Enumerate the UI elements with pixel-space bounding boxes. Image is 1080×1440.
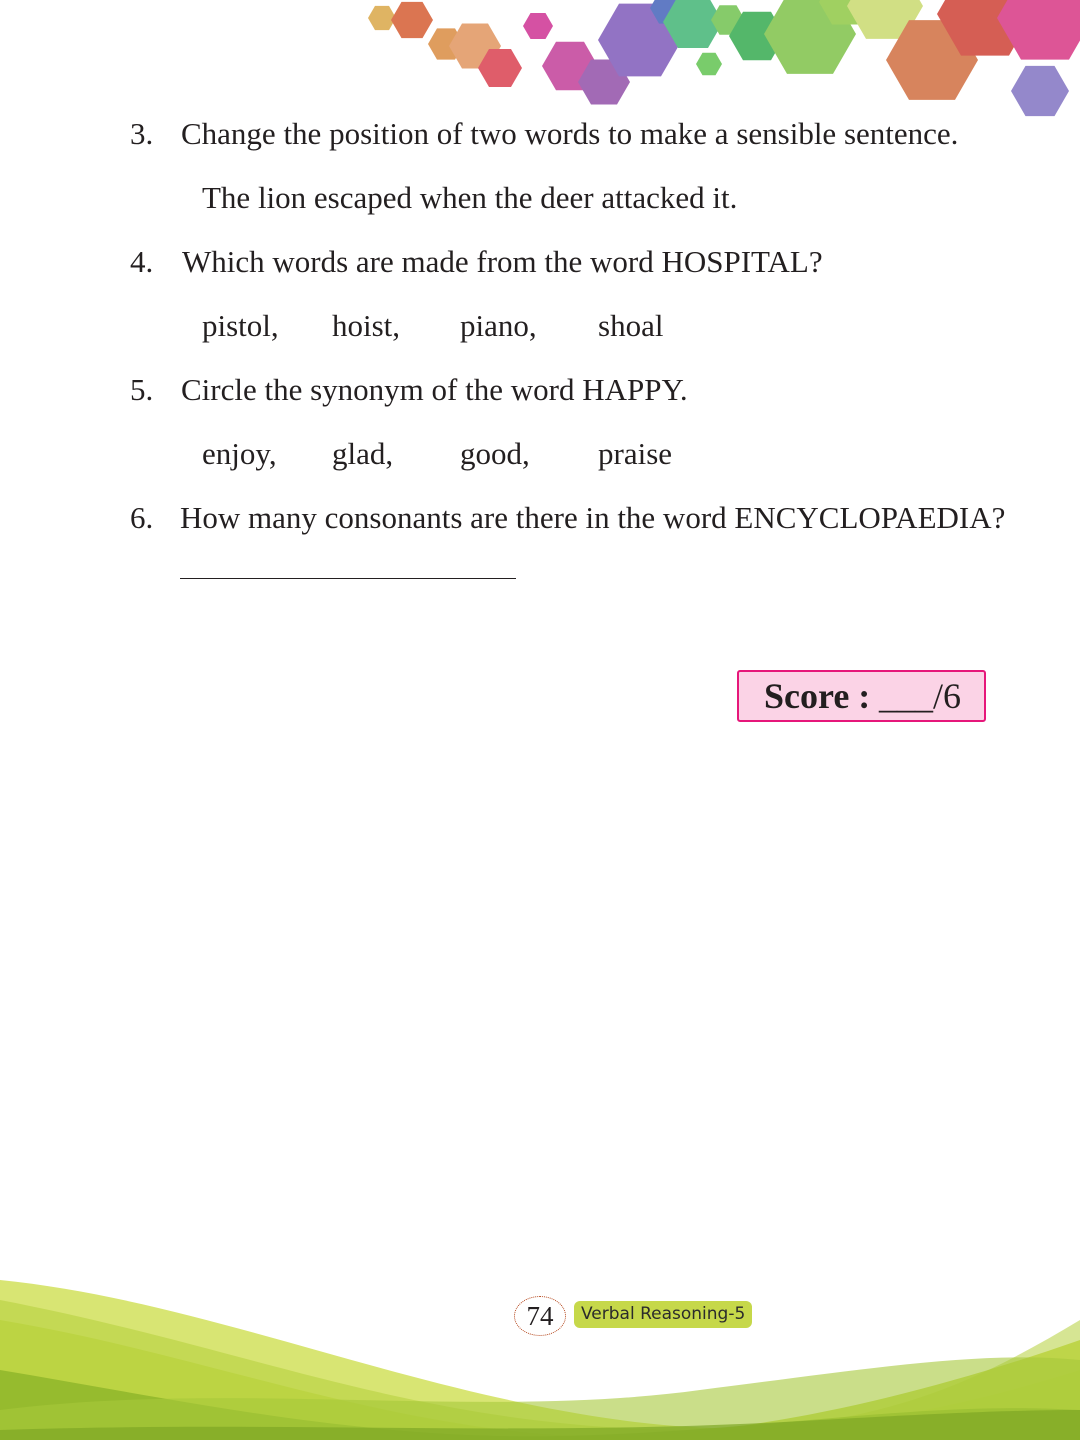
option-word[interactable]: hoist, <box>332 308 401 343</box>
book-title-badge: Verbal Reasoning-5 <box>574 1301 752 1328</box>
option-word[interactable]: glad, <box>332 436 394 471</box>
score-box <box>737 670 986 722</box>
question-number: 4. <box>130 244 154 279</box>
question-3 <box>130 114 1010 154</box>
question-6 <box>130 498 1050 538</box>
option-word[interactable]: good, <box>460 436 530 471</box>
question-5 <box>130 370 1010 410</box>
score-total: ___/6 <box>879 676 962 716</box>
question-4-options <box>202 306 762 346</box>
question-text: Which words are made from the word HOSPITAL? <box>182 244 823 279</box>
option-word[interactable]: praise <box>598 436 673 471</box>
page-number: 74 <box>514 1296 566 1336</box>
hexagon-decoration <box>0 0 1080 130</box>
answer-blank-line[interactable] <box>180 578 516 579</box>
option-word[interactable]: piano, <box>460 308 537 343</box>
question-number: 3. <box>130 116 154 151</box>
question-text: Change the position of two words to make a sensible sentence. <box>181 116 959 151</box>
question-text: How many consonants are there in the word ENCYCLOPAEDIA? <box>180 500 1006 535</box>
question-3-sentence: The lion escaped when the deer attacked it. <box>202 180 738 215</box>
wave-decoration <box>0 1260 1080 1440</box>
option-word[interactable]: pistol, <box>202 308 279 343</box>
question-text: Circle the synonym of the word HAPPY. <box>181 372 688 407</box>
question-5-options <box>202 434 762 474</box>
question-number: 6. <box>130 500 154 535</box>
score-label: Score : <box>764 676 871 716</box>
option-word[interactable]: enjoy, <box>202 436 277 471</box>
option-word[interactable]: shoal <box>598 308 664 343</box>
question-number: 5. <box>130 372 154 407</box>
question-4 <box>130 242 1010 282</box>
